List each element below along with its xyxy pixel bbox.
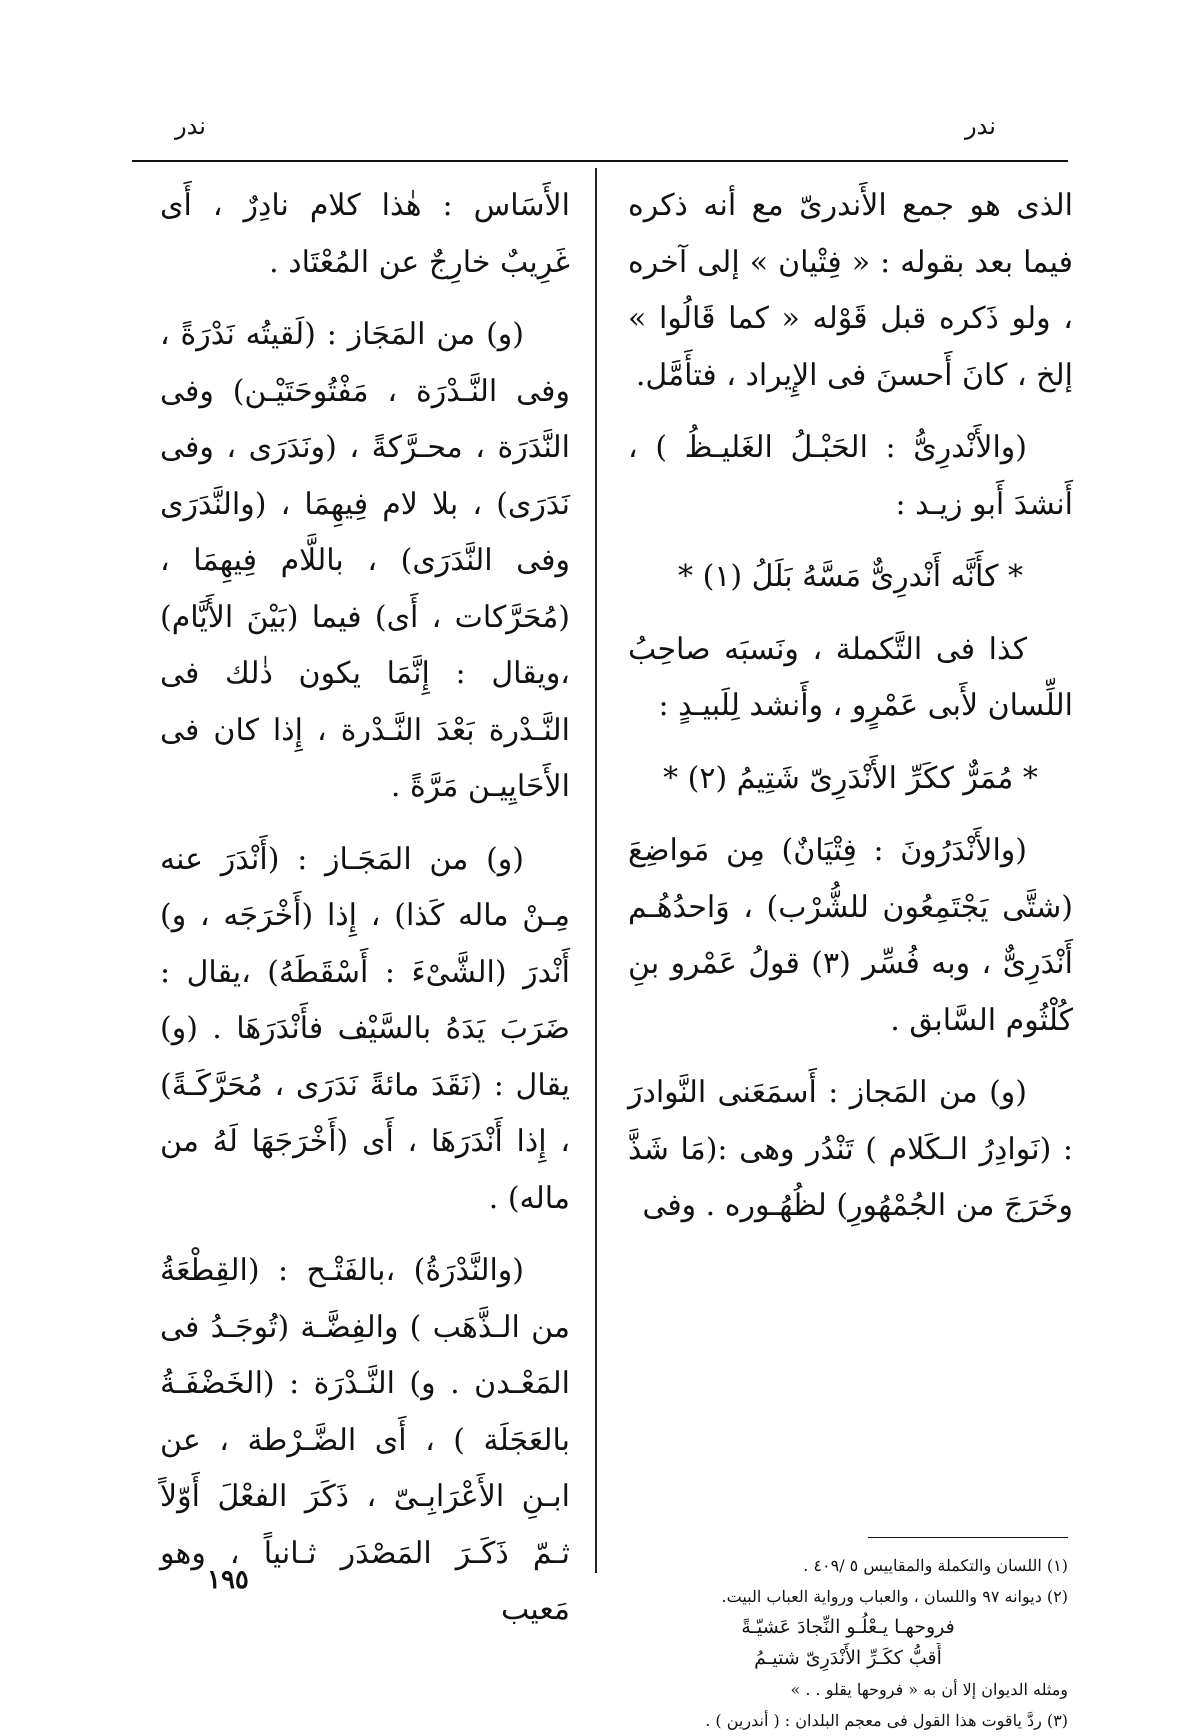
footnote-3: (٣) ردَّ ياقوت هذا القول فى معجم البلدان : ( أندرين ) . bbox=[705, 1711, 1068, 1730]
footnote-2-verse-b: أَقبُّ ككَـرِّ الأَنْدَرِىّ شتيـمُ bbox=[754, 1647, 942, 1669]
column-divider bbox=[595, 168, 597, 1573]
footnote-2-note: ومثله الديوان إلا أن به « فروحها يقلو . . » bbox=[790, 1680, 1068, 1699]
right-text-column bbox=[628, 178, 1073, 1251]
header-entry-word-right: ندر bbox=[965, 112, 996, 140]
paragraph: الذى هو جمع الأَندرىّ مع أنه ذكره فيما بعد بقوله : « فِتْيان » إلى آخره ، ولو ذَكره قبل قَوْله « كما قَالُوا » إلخ ، كانَ أَحسنَ فى الإِيراد ، فتأَمَّل. bbox=[628, 188, 1073, 393]
paragraph: (و) من المَجَـاز : (أَنْدَرَ عنه مِـنْ ماله كَذا) ، إِذا (أَخْرَجَه ، و) أَنْدرَ (الشَّىْءَ : أَسْقَطَهُ) ،يقال : ضَرَبَ يَدَهُ بالسَّيْف فأَنْدَرَهَا . (و) يقال : (نَقَدَ مائةً نَدَرَى ، مُحَرَّكَـةً) ، إِذا أَنْدَرَهَا ، أَى (أَخْرَجَهَا لَهُ من ماله) . bbox=[160, 841, 570, 1216]
header-rule bbox=[132, 160, 1068, 162]
paragraph: (و) من المَجَاز : (لَقيتُه نَدْرَةً ، وفى النَّـدْرَة ، مَفْتُوحَتَيْـن) وفى النَّدَرَة ، محـرَّكةً ، (ونَدَرَى ، وفى نَدَرَى) ، بلا لام فِيهِمَا ، (والنَّدَرَى وفى النَّدَرَى) ، باللَّام فِيهِمَا ، (مُحَرَّكات ، أَى) فيما (بَيْنَ الأَيَّام) ،ويقال : إِنَّمَا يكون ذٰلك فى النَّـدْرة بَعْدَ النَّـدْرة ، إِذا كان فى الأَحَايِيـن مَرَّةً . bbox=[160, 317, 570, 804]
paragraph: (والأَنْدرِىُّ : الحَبْـلُ الغَليـظُ ) ، أَنشدَ أَبو زيـد : bbox=[628, 430, 1073, 522]
header-entry-word-left: ندر bbox=[175, 112, 206, 140]
paragraph: كذا فى التَّكملة ، ونَسبَه صاحِبُ اللِّسان لأَبى عَمْرٍو ، وأَنشد لِلَبيـدٍ : bbox=[628, 631, 1073, 723]
verse-line: * مُمَرٌّ ككَرِّ الأَنْدَرِىّ شَتِيمُ (٢) * bbox=[663, 760, 1038, 796]
footnotes bbox=[628, 1550, 1068, 1736]
paragraph: (والنَّدْرَةُ) ،بالفَتْـح : (القِطْعَةُ من الـذَّهَب ) والفِضَّـة (تُوجَـدُ فى المَعْـدن . و) النَّـدْرَة : (الخَضْفَـةُ بالعَجَلَة ) ، أَى الضَّـرْطة ، عن ابـنِ الأَعْرَابِـىّ ، ذَكَرَ الفعْلَ أَوّلاً ثـمّ ذَكَـرَ المَصْدَر ثـانياً ، وهو مَعيب bbox=[160, 1253, 570, 1627]
paragraph: (و) من المَجاز : أَسمَعَنى النَّوادرَ : (نَوادِرُ الـكَلام ) تَنْدُر وهى :(مَا شَذَّ وخَرَجَ من الجُمْهُورِ) لظُهُـوره . وفى bbox=[628, 1075, 1073, 1223]
footnote-rule bbox=[868, 1537, 1068, 1538]
left-text-column bbox=[160, 178, 570, 1655]
footnote-1: (١) اللسان والتكملة والمقاييس ٥ /٤٠٩ . bbox=[803, 1556, 1068, 1575]
paragraph: الأَسَاس : هٰذا كلام نادِرٌ ، أَى غَرِيبٌ خارِجٌ عن المُعْتَاد . bbox=[160, 188, 570, 280]
paragraph: (والأَنْدَرُونَ : فِتْيَانٌ) مِن مَواضِعَ (شتَّى يَجْتَمِعُون للشُّرْب) ، وَاحدُهُـم أَنْدَرِىٌّ ، وبه فُسِّر (٣) قولُ عَمْرو بنِ كُلْثُوم السَّابق . bbox=[628, 833, 1073, 1038]
footnote-2: (٢) ديوانه ٩٧ واللسان ، والعباب ورواية العباب البيت. bbox=[721, 1587, 1068, 1606]
footnote-2-verse-a: فروحهـا يـعْلُـو النِّجادَ عَشيّـةً bbox=[741, 1616, 955, 1638]
verse-line: * كأَنَّه أَنْدرِىٌّ مَسَّهُ بَلَلُ (١) * bbox=[678, 559, 1023, 594]
page-number: ١٩٥ bbox=[207, 1565, 249, 1595]
